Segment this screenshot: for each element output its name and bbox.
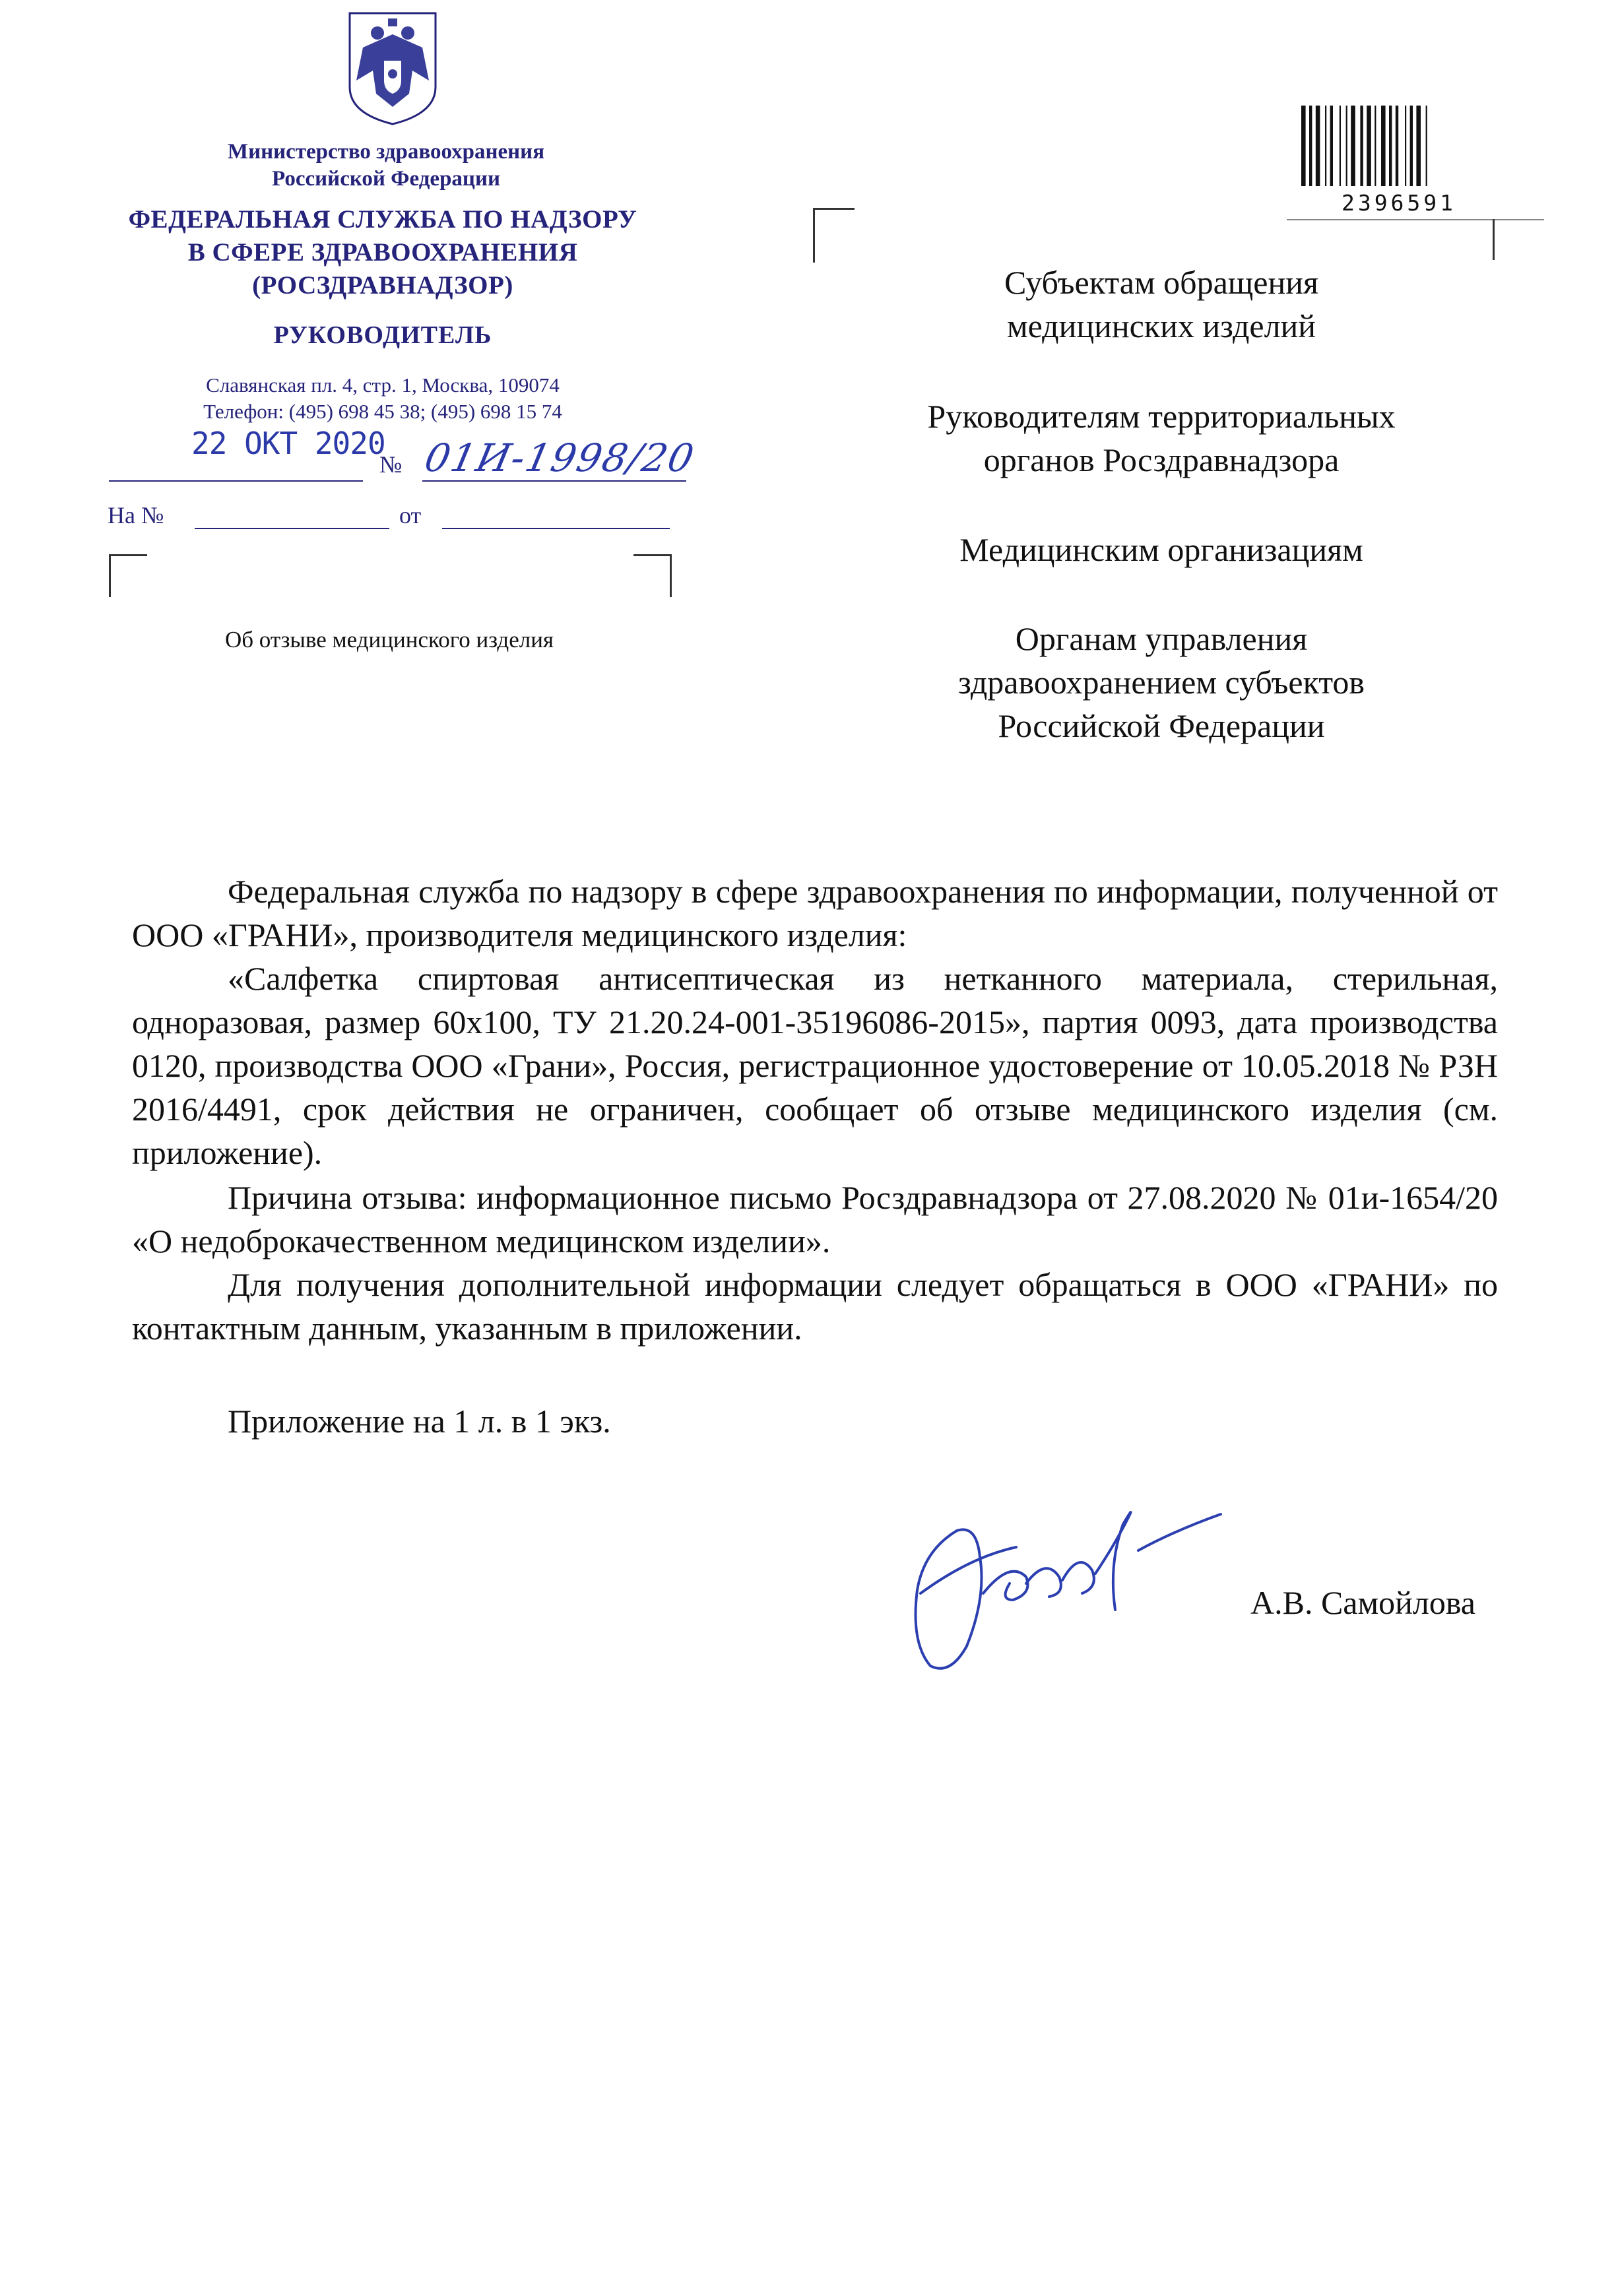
letter-subject: Об отзыве медицинского изделия [224, 627, 554, 653]
reference-label: На № [108, 502, 164, 528]
registration-number: 01И-1998/20 [420, 435, 699, 480]
addressee-2-line-2: органов Росздравнадзора [983, 441, 1340, 478]
subject-corner-left [109, 554, 147, 597]
service-line-2: В СФЕРЕ ЗДРАВООХРАНЕНИЯ [187, 238, 578, 267]
addressee-4-line-2: здравоохранением субъектов [957, 664, 1365, 701]
body-paragraph-3: Причина отзыва: информационное письмо Росздравнадзора от 27.08.2020 № 01и-1654/20 «О недоброкачественном медицинском изделии». [132, 1179, 1498, 1260]
addressee-3 [831, 528, 1491, 571]
addressee-1-line-2: медицинских изделий [1006, 307, 1316, 344]
addressee-4 [831, 617, 1491, 748]
body-paragraph-1: Федеральная служба по надзору в сфере здравоохранения по информации, полученной от ООО «ГРАНИ», производителя медицинского изделия: [132, 873, 1498, 953]
reference-number-line [195, 528, 389, 529]
address-corner-left [813, 208, 855, 263]
addressee-4-line-3: Российской Федерации [998, 707, 1325, 744]
addressee-2-line-1: Руководителям территориальных [927, 398, 1396, 435]
date-underline [109, 480, 363, 482]
coat-of-arms-icon [337, 8, 449, 127]
ministry-line-1: Министерство здравоохранения [227, 140, 545, 164]
body-paragraph-2: «Салфетка спиртовая антисептическая из нетканного материала, стерильная, одноразовая, размер 60х100, ТУ 21.20.24-001-35196086-2015», партия 0093, дата производства 0120, производства ООО «Грани», Россия, регистрационное удостоверение от 10.05.2018 № РЗН 2016/4491, срок действия не ограничен, сообщает об отзыве медицинского изделия (см. приложение). [132, 960, 1498, 1171]
number-sign: № [379, 451, 403, 478]
barcode-icon [1300, 106, 1498, 186]
date-stamp: 22 ОКТ 2020 [191, 426, 385, 461]
signature-icon [878, 1478, 1287, 1689]
addressee-4-line-1: Органам управления [1015, 620, 1308, 657]
address-line-1: Славянская пл. 4, стр. 1, Москва, 109074 [206, 373, 560, 397]
addressee-2 [831, 395, 1491, 482]
barcode-number: 2396591 [1341, 190, 1457, 216]
attachment-note: Приложение на 1 л. в 1 экз. [228, 1403, 611, 1440]
addressee-3-line-1: Медицинским организациям [959, 531, 1363, 568]
reference-date-line [442, 528, 670, 529]
reference-from-label: от [399, 502, 422, 528]
signer-name: А.В. Самойлова [1250, 1584, 1475, 1621]
service-name [73, 203, 693, 302]
service-line-1: ФЕДЕРАЛЬНАЯ СЛУЖБА ПО НАДЗОРУ [128, 205, 637, 234]
ministry-name [106, 139, 666, 193]
service-line-3: (РОСЗДРАВНАДЗОР) [252, 271, 513, 300]
subject-corner-right [633, 554, 672, 597]
barcode-divider [1287, 219, 1544, 220]
head-title: РУКОВОДИТЕЛЬ [273, 321, 492, 349]
address-corner-right [1493, 219, 1495, 260]
addressee-1-line-1: Субъектам обращения [1004, 264, 1318, 301]
number-underline [422, 480, 686, 482]
addressee-1 [831, 261, 1491, 348]
sender-address [73, 372, 693, 425]
address-line-2: Телефон: (495) 698 45 38; (495) 698 15 74 [203, 400, 562, 423]
body-paragraph-4: Для получения дополнительной информации следует обращаться в ООО «ГРАНИ» по контактным данным, указанным в приложении. [132, 1266, 1498, 1347]
ministry-line-2: Российской Федерации [272, 167, 500, 191]
